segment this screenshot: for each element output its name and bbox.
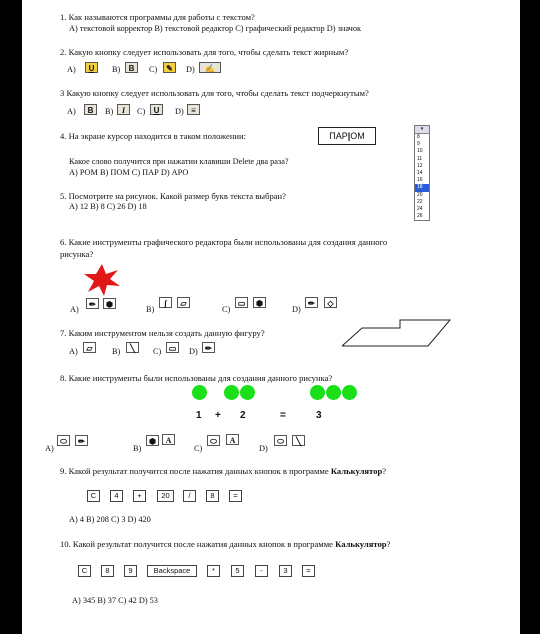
paste-icon: ✎ [163,62,176,73]
q10-question [60,539,390,549]
worksheet [22,0,520,634]
bold-icon: B [125,62,138,73]
eraser-icon: ◇ [324,297,337,308]
green-circle [310,385,325,400]
rounded-rect-icon: ▭ [235,297,248,308]
q7-b: B) [112,347,121,356]
q3-b: B) [105,107,114,116]
q7-c: C) [153,347,162,356]
underline-icon: U [85,62,98,73]
expr-2: 2 [240,410,246,421]
underline-icon: U [150,104,163,115]
font-size-option[interactable]: 14 [417,169,423,176]
pencil-icon: ✏ [75,435,88,446]
q3-question: 3 Какую кнопку следует использовать для того, чтобы сделать текст подчеркнутым? [60,88,369,98]
q8-b: B) [133,444,142,453]
green-circle [342,385,357,400]
q2-b: B) [112,65,121,74]
calc-key[interactable]: Backspace [147,565,197,577]
calc-key[interactable]: C [87,490,100,502]
line-icon: ╲ [292,435,305,446]
red-blot-picture [82,262,122,298]
green-circle [224,385,239,400]
q10-end: ? [386,539,391,549]
q9-calc: Калькулятор [330,466,383,476]
calc-key[interactable]: + [133,490,146,502]
q7-question: 7. Каким инструментом нельзя создать данную фигуру? [60,328,265,338]
q6-question-2: рисунка? [60,249,94,259]
q9-answers: A) 4 B) 208 C) 3 D) 420 [69,515,151,524]
font-size-option[interactable]: 11 [417,155,423,162]
q9-end: ? [382,466,387,476]
ellipse-icon: ⬭ [274,435,287,446]
word-right: ОМ [350,131,365,141]
polygon-figure [340,318,452,348]
q7-a: A) [69,347,78,356]
font-size-list[interactable] [414,125,430,221]
align-justify-icon: ≡ [187,104,200,115]
text-icon: A [162,434,175,445]
q4-answers: A) РОМ B) ПОМ C) ПАР D) АРО [69,168,189,177]
q2-question: 2. Какую кнопку следует использовать для того, чтобы сделать текст жирным? [60,47,349,57]
ellipse-icon: ⬭ [57,435,70,446]
expr-plus: + [215,410,221,421]
font-size-option[interactable]: 16 [417,177,423,184]
font-size-option[interactable]: 22 [417,198,423,205]
q2-c: C) [149,65,158,74]
font-size-option[interactable]: 12 [417,162,423,169]
q6-question: 6. Какие инструменты графического редактора были использованы для создания данного [60,237,388,247]
text-cursor: | [347,131,351,141]
q5-answers: A) 12 B) 8 C) 26 D) 18 [69,202,147,211]
calc-key[interactable]: - [255,565,268,577]
q8-c: C) [194,444,203,453]
cursor-word-box [318,127,376,145]
q2-d: D) [186,65,195,74]
font-size-option[interactable]: 8 [417,134,420,140]
curve-icon: ∫ [159,297,172,308]
q10-calc: Калькулятор [335,539,387,549]
rectangle-select-icon: ▱ [83,342,96,353]
q3-d: D) [175,107,184,116]
pencil-icon: ✏ [86,298,99,309]
calc-key[interactable]: 8 [206,490,219,502]
q8-a: A) [45,444,54,453]
q6-c: C) [222,305,231,314]
font-size-option[interactable]: 26 [417,213,423,220]
q2-a: A) [67,65,76,74]
q4-sub: Какое слово получится при нажатии клавиши Delete два раза? [69,157,289,166]
q6-d: D) [292,305,301,314]
calc-key[interactable]: 3 [279,565,292,577]
calc-key[interactable]: 20 [157,490,174,502]
calc-key[interactable]: / [183,490,196,502]
q8-d: D) [259,444,268,453]
calc-key[interactable]: 9 [124,565,137,577]
fill-icon: ⬢ [146,435,159,446]
q9-text: 9. Какой результат получится после нажатия данных кнопок в программе [60,466,331,476]
highlight-icon: ✍ [199,62,221,73]
font-size-option[interactable]: 10 [417,148,423,155]
q10-answers: A) 345 B) 37 C) 42 D) 53 [72,596,158,605]
rectangle-icon: ▭ [166,342,179,353]
font-size-option[interactable]: 18 [415,184,429,191]
calc-key[interactable]: 4 [110,490,123,502]
expr-1: 1 [196,410,202,421]
q8-question: 8. Какие инструменты были использованы для создания данного рисунка? [60,373,333,383]
q5-question: 5. Посмотрите на рисунок. Какой размер букв текста выбран? [60,191,286,201]
font-size-option[interactable]: 9 [417,141,420,148]
fill-icon: ⬢ [253,297,266,308]
q4-question: 4. На экране курсор находится в таком положении: [60,131,246,141]
pencil-icon: ✏ [202,342,215,353]
q7-d: D) [189,347,198,356]
font-size-option[interactable]: 24 [417,205,423,212]
bold-icon: B [84,104,97,115]
calc-key[interactable]: 8 [101,565,114,577]
green-circle [240,385,255,400]
pencil-icon: ✏ [305,297,318,308]
line-icon: ╲ [126,342,139,353]
q3-c: C) [137,107,146,116]
q1-question: 1. Как называются программы для работы с текстом? [60,12,255,22]
expr-equals: = [280,410,286,421]
q1-answers: A) текстовой корректор B) текстовой редактор C) графический редактор D) значок [69,24,362,33]
font-size-option[interactable]: 20 [417,191,423,198]
ellipse-icon: ⬭ [207,435,220,446]
green-circle [326,385,341,400]
q6-a: A) [70,305,79,314]
q6-b: B) [146,305,155,314]
calc-key[interactable]: = [229,490,242,502]
word-left: ПАР [329,131,348,141]
italic-icon: I [117,104,130,115]
rectangle-select-icon: ▱ [177,297,190,308]
font-size-field[interactable]: ▾ [415,126,429,134]
calc-key[interactable]: C [78,565,91,577]
q10-text: 10. Какой результат получится после нажатия данных кнопок в программе [60,539,336,549]
calc-key[interactable]: * [207,565,220,577]
calc-key[interactable]: = [302,565,315,577]
expr-3: 3 [316,410,322,421]
q9-question [60,466,386,476]
fill-icon: ⬢ [103,298,116,309]
q3-a: A) [67,107,76,116]
text-icon: A [226,434,239,445]
green-circle [192,385,207,400]
calc-key[interactable]: 5 [231,565,244,577]
